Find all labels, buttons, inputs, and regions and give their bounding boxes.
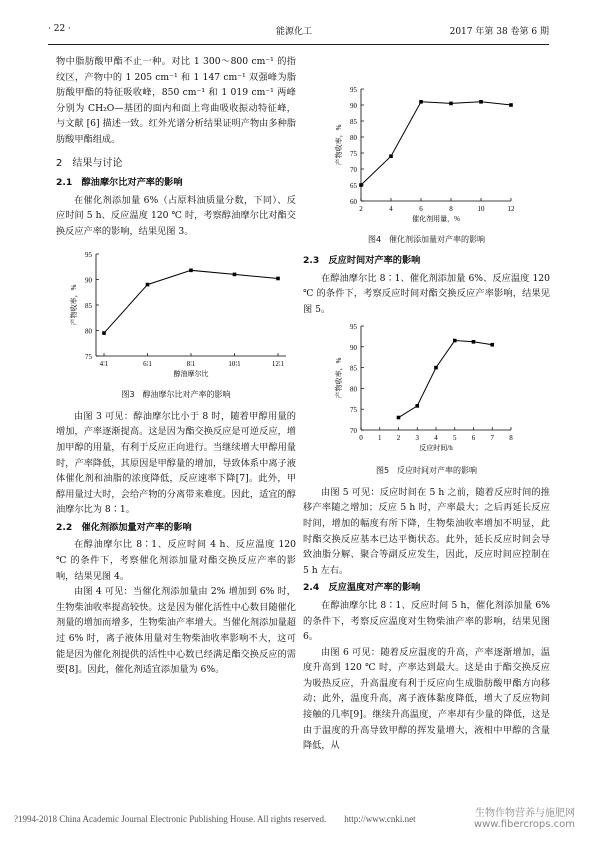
page-number: · 22 ·	[48, 24, 71, 34]
subsection-2-2-text: 在醇油摩尔比 8∶1、反应时间 4 h、反应温度 120 ℃ 的条件下，考察催化剂添加量对酯交换反应产率的影响，结果见图 4。	[56, 539, 296, 582]
journal-name: 能源化工	[276, 27, 313, 37]
y-tick-label: 95	[85, 250, 92, 259]
figure-3	[56, 240, 296, 388]
y-tick-label: 85	[350, 364, 357, 373]
x-tick-label: 6∶1	[143, 359, 152, 368]
x-tick-label: 6	[471, 433, 476, 442]
x-tick-label: 12∶1	[271, 359, 285, 368]
subsection-2-3-text: 在醇油摩尔比 8∶1、催化剂添加量 6%、反应温度 120 ℃ 的条件下，考察反应时间对酯交换反应产率影响，结果见图 5。	[303, 272, 550, 315]
figure-4-chart	[303, 81, 550, 226]
x-tick-label: 6	[419, 205, 423, 213]
data-point	[397, 415, 401, 419]
data-point	[472, 340, 476, 344]
figure-5-chart	[303, 318, 550, 458]
x-tick-label: 4	[434, 433, 438, 442]
data-point	[189, 268, 193, 272]
figure-4-discussion: 由图 4 可见：当催化剂添加量由 2% 增加到 6% 时，生物柴油收率提高较快。这是因为催化活性中心数目随催化剂量的增加而增多，生物柴油产率增大。当催化剂添加量超过 6% 时，离子液体用量对生物柴油收率影响不大，这可能是因为催化剂提供的活性中心数已经满足酯交换反应的需要[8]。因此，催化剂适宜添加量为 6%。	[56, 586, 296, 676]
figure-5-discussion: 由图 5 可见：反应时间在 5 h 之前，随着反应时间的推移产率随之增加；反应 5 h 时，产率最大；之后再延长反应时间，增加的幅度有所下降，生物柴油收率增加不明显，此时酯交换反应基本已达平衡状态。此外，延长反应时间会导致油脂分解、聚合等副反应发生，因此，反应时间应控制在 5 h 左右。	[303, 486, 550, 576]
intro-paragraph: 物中脂肪酸甲酯不止一种。对比 1 300～800 cm⁻¹ 的指纹区，产物中的 1 205 cm⁻¹ 和 1 147 cm⁻¹ 双强峰为脂肪酸甲酯的特征吸收峰，850 cm⁻¹ 和 1 019 cm⁻¹ 两峰分别为 CH₂O—基团的面内和面上弯曲吸收振动特征峰，与文献 [6] 描述一致。红外光谱分析结果证明产物由多种脂肪酸甲酯组成。	[56, 56, 296, 145]
data-point	[434, 365, 438, 369]
watermark	[474, 808, 575, 830]
page-footer	[14, 808, 575, 830]
figure-4	[303, 81, 550, 232]
x-tick-label: 10	[477, 205, 485, 213]
y-axis-label: 产物收率，%	[335, 124, 343, 166]
x-tick-label: 8	[509, 433, 513, 442]
y-tick-label: 90	[350, 343, 357, 352]
y-tick-label: 70	[350, 166, 357, 174]
right-column	[303, 81, 550, 754]
header-rule	[48, 44, 549, 45]
y-tick-label: 80	[350, 134, 357, 142]
x-tick-label: 0	[359, 433, 363, 442]
y-tick-label: 95	[350, 322, 357, 331]
series-line	[104, 270, 278, 333]
x-tick-label: 8∶1	[186, 359, 196, 368]
x-tick-label: 1	[378, 433, 382, 442]
data-point	[453, 338, 457, 342]
x-tick-label: 10∶1	[228, 359, 241, 368]
figure-5	[303, 318, 550, 464]
figure-3-chart	[56, 240, 296, 382]
watermark-line-2: www.fibercrops.com	[473, 819, 575, 830]
figure-6-discussion: 由图 6 可见：随着反应温度的升高，产率逐渐增加，温度升高到 120 ℃ 时，产率达到最大。这是由于酯交换反应为吸热反应，升高温度有利于反应向生成脂肪酸甲酯方向移动；此外，温度升高，离子液体黏度降低，增大了反应物间接触的几率[9]。继续升高温度，产率却有少量的降低，这是由于温度的升高导致甲醇的挥发量增大，液相中甲醇的含量降低，从	[303, 646, 550, 752]
y-axis-label: 产物收率，%	[70, 284, 78, 325]
figure-3-discussion: 由图 3 可见：醇油摩尔比小于 8 时，随着甲醇用量的增加，产率逐渐提高。这是因为酯交换反应是可逆反应，增加甲醇的用量，有利于反应正向进行。当继续增大甲醇用量时，产率降低，其原因是甲醇量的增加，导致体系中离子液体催化剂和油脂的浓度降低，反应速率下降[7]。此外，甲醇用量过大时，会给产物的分离带来难度。因此，适宜的醇油摩尔比为 8∶1。	[56, 410, 296, 516]
data-point	[389, 154, 393, 158]
section-heading: 2 结果与讨论	[56, 157, 123, 169]
data-point	[233, 272, 237, 276]
y-tick-label: 75	[350, 405, 357, 414]
x-tick-label: 3	[415, 433, 419, 442]
issue-info: 2017 年第 38 卷第 6 期	[449, 27, 549, 37]
subsection-2-1-text: 在催化剂添加量 6%（占原料油质量分数，下同）、反应时间 5 h、反应温度 120 ℃ 时，考察醇油摩尔比对酯交换反应产率的影响，结果见图 3。	[56, 194, 296, 237]
x-tick-label: 4	[389, 205, 393, 213]
y-axis-label: 产物收率，%	[335, 357, 343, 398]
subsection-2-4-text: 在醇油摩尔比 8∶1、反应时间 5 h，催化剂添加量 6% 的条件下，考察反应温度对生物柴油产率的影响，结果见图 6。	[303, 599, 550, 643]
data-point	[419, 100, 423, 104]
y-tick-label: 75	[350, 150, 357, 158]
running-header	[48, 24, 549, 42]
x-tick-label: 12	[507, 205, 515, 213]
x-axis-label: 反应时间/h	[419, 443, 453, 452]
y-tick-label: 85	[350, 118, 357, 126]
y-tick-label: 80	[85, 327, 92, 336]
data-point	[509, 103, 513, 107]
figure-5-caption: 图5 反应时间对产率的影响	[375, 466, 478, 476]
data-point	[449, 102, 453, 106]
x-tick-label: 2	[359, 205, 363, 213]
figure-4-caption: 图4 催化剂添加量对产率的影响	[367, 234, 486, 244]
left-column	[56, 54, 296, 678]
y-tick-label: 75	[85, 352, 92, 361]
subsection-2-4-title: 2.4 反应温度对产率的影响	[303, 582, 421, 594]
data-point	[490, 342, 494, 346]
y-tick-label: 80	[350, 384, 357, 393]
series-line	[399, 340, 493, 417]
y-tick-label: 90	[350, 102, 357, 110]
y-tick-label: 70	[350, 426, 357, 435]
subsection-2-2-title: 2.2 催化剂添加量对产率的影响	[56, 521, 192, 533]
x-axis-label: 醇油摩尔比	[173, 369, 209, 378]
x-tick-label: 8	[449, 205, 453, 213]
x-tick-label: 4∶1	[99, 359, 109, 368]
y-tick-label: 95	[350, 86, 357, 94]
y-tick-label: 85	[85, 301, 92, 310]
figure-3-caption: 图3 醇油摩尔比对产率的影响	[121, 390, 231, 400]
y-tick-label: 60	[350, 198, 357, 206]
x-tick-label: 2	[396, 433, 401, 442]
series-line	[361, 102, 511, 185]
data-point	[146, 282, 150, 286]
data-point	[276, 276, 280, 280]
y-tick-label: 90	[85, 276, 92, 285]
data-point	[102, 331, 106, 335]
data-point	[359, 183, 363, 187]
copyright-line: ?1994-2018 China Academic Journal Electronic Publishing House. All rights reserved. http://www.cnki.net	[14, 814, 416, 824]
y-tick-label: 65	[350, 182, 357, 190]
x-axis-label: 催化剂用量，%	[412, 215, 460, 223]
watermark-line-1: 生物作物营养与施肥网	[475, 808, 575, 819]
x-tick-label: 7	[490, 433, 494, 442]
data-point	[415, 404, 419, 408]
subsection-2-3-title: 2.3 反应时间对产率的影响	[303, 255, 421, 267]
x-tick-label: 5	[453, 433, 457, 442]
subsection-2-1-title: 2.1 醇油摩尔比对产率的影响	[56, 177, 183, 189]
data-point	[479, 100, 483, 104]
